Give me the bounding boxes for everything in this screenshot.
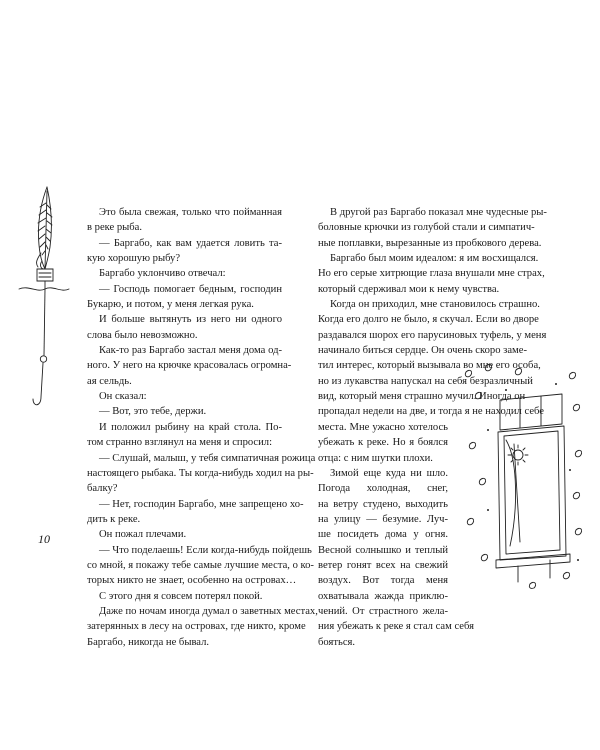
text-line: настоящего рыбака. Ты когда-нибудь ходил на ры- — [87, 467, 314, 479]
text-line: балку? — [87, 483, 118, 495]
text-line: ше посидеть дома у огня. — [318, 529, 448, 541]
text-line: — Господь помогает бедным, господин — [99, 283, 282, 295]
text-line: вид, который меня страшно мучил. Иногда он — [318, 391, 526, 403]
text-line: воздух. Вот тогда меня — [318, 575, 448, 587]
text-line: дить к реке. — [87, 513, 141, 525]
window-with-leaves-illustration — [458, 360, 588, 590]
text-line: Но его серые хитрющие глаза внушали мне страх, — [318, 268, 545, 280]
text-line: места. Мне ужасно хотелось — [318, 421, 448, 433]
fishing-float-illustration — [15, 183, 70, 428]
page-number: 10 — [38, 532, 50, 546]
text-line: раздавался шорох его парусиновых туфель, у меня — [318, 329, 547, 341]
text-line: ветер гонят всех на свежий — [318, 559, 448, 571]
text-line: Зимой еще куда ни шло. — [330, 467, 448, 479]
text-line: том странно взглянул на меня и спросил: — [87, 437, 273, 449]
text-line: в реке рыба. — [87, 222, 143, 234]
text-line: охватывала жажда приклю- — [318, 590, 448, 602]
text-line: на ветру студено, выходить — [318, 498, 448, 510]
text-line: Букарю, и потом, у меня легкая рука. — [87, 299, 254, 311]
text-line: С этого дня я совсем потерял покой. — [99, 590, 263, 602]
text-line: — Нет, господин Баргабо, мне запрещено хо- — [99, 498, 304, 510]
text-line: Это была свежая, только что пойманная — [99, 207, 282, 218]
text-line: — Баргабо, как вам удается ловить та- — [99, 237, 282, 249]
text-line: слова было невозможно. — [87, 329, 198, 341]
text-line: И больше вытянуть из него ни одного — [99, 314, 282, 326]
text-line: но из лукавства напускал на себя безразличный — [318, 375, 533, 387]
left-page-text — [87, 205, 318, 650]
text-line: чений. От страстного жела- — [318, 605, 448, 617]
text-line: затерянных в лесу на островах, где никто, кроме — [87, 621, 306, 633]
text-line: Баргабо уклончиво отвечал: — [99, 268, 226, 280]
text-line: ая сельдь. — [87, 375, 132, 387]
text-line: кую хорошую рыбу? — [87, 253, 181, 265]
text-line: ного. У него на крючке красовалась огромна- — [87, 360, 292, 372]
text-line: тил интерес, который вызывала во мне его особа, — [318, 360, 541, 372]
text-line: начинало биться сердце. Он очень скоро заме- — [318, 345, 527, 357]
text-line: отца: с ним шутки плохи. — [318, 452, 433, 464]
text-line: Даже по ночам иногда думал о заветных местах, — [99, 605, 318, 617]
text-line: И положил рыбину на край стола. По- — [99, 421, 282, 433]
text-line: Погода холодная, снег, — [318, 483, 448, 495]
text-line: бояться. — [318, 636, 356, 648]
text-line: торых никто не знает, особенно на островах… — [87, 575, 297, 587]
text-line: который сдерживал мои к нему чувства. — [318, 283, 500, 295]
text-line: Весной солнышко и теплый — [318, 544, 448, 556]
text-line: Баргабо был моим идеалом: я им восхищался. — [330, 253, 539, 265]
text-line: Когда его долго не было, я скучал. Если во дворе — [318, 314, 539, 326]
text-line: Он пожал плечами. — [99, 529, 187, 541]
text-line: Как-то раз Баргабо застал меня дома од- — [99, 345, 282, 357]
text-line: Когда он приходил, мне становилось страшно. — [330, 299, 540, 311]
text-line: В другой раз Баргабо показал мне чудесные ры- — [330, 207, 547, 218]
text-line: Он сказал: — [99, 391, 147, 403]
text-line: — Вот, это тебе, держи. — [99, 406, 207, 418]
text-line: ные поплавки, вырезанные из пробкового дерева. — [318, 237, 542, 249]
text-line: пропадал недели на две, и тогда я не находил себе — [318, 406, 544, 418]
text-line: — Что поделаешь! Если когда-нибудь пойдешь — [99, 544, 312, 556]
text-line: ния убежать к реке я стал сам себя — [318, 621, 474, 633]
text-line: Баргабо, никогда не бывал. — [87, 636, 210, 648]
text-line: боловные крючки из голубой стали и симпатич- — [318, 222, 535, 234]
text-line: убежать к реке. Но я боялся — [318, 437, 448, 449]
text-line: — Слушай, малыш, у тебя симпатичная рожица — [99, 452, 316, 464]
text-line: со мной, я покажу тебе самые лучшие места, о ко- — [87, 559, 314, 571]
text-line: на улицу — безумие. Луч- — [318, 513, 448, 525]
